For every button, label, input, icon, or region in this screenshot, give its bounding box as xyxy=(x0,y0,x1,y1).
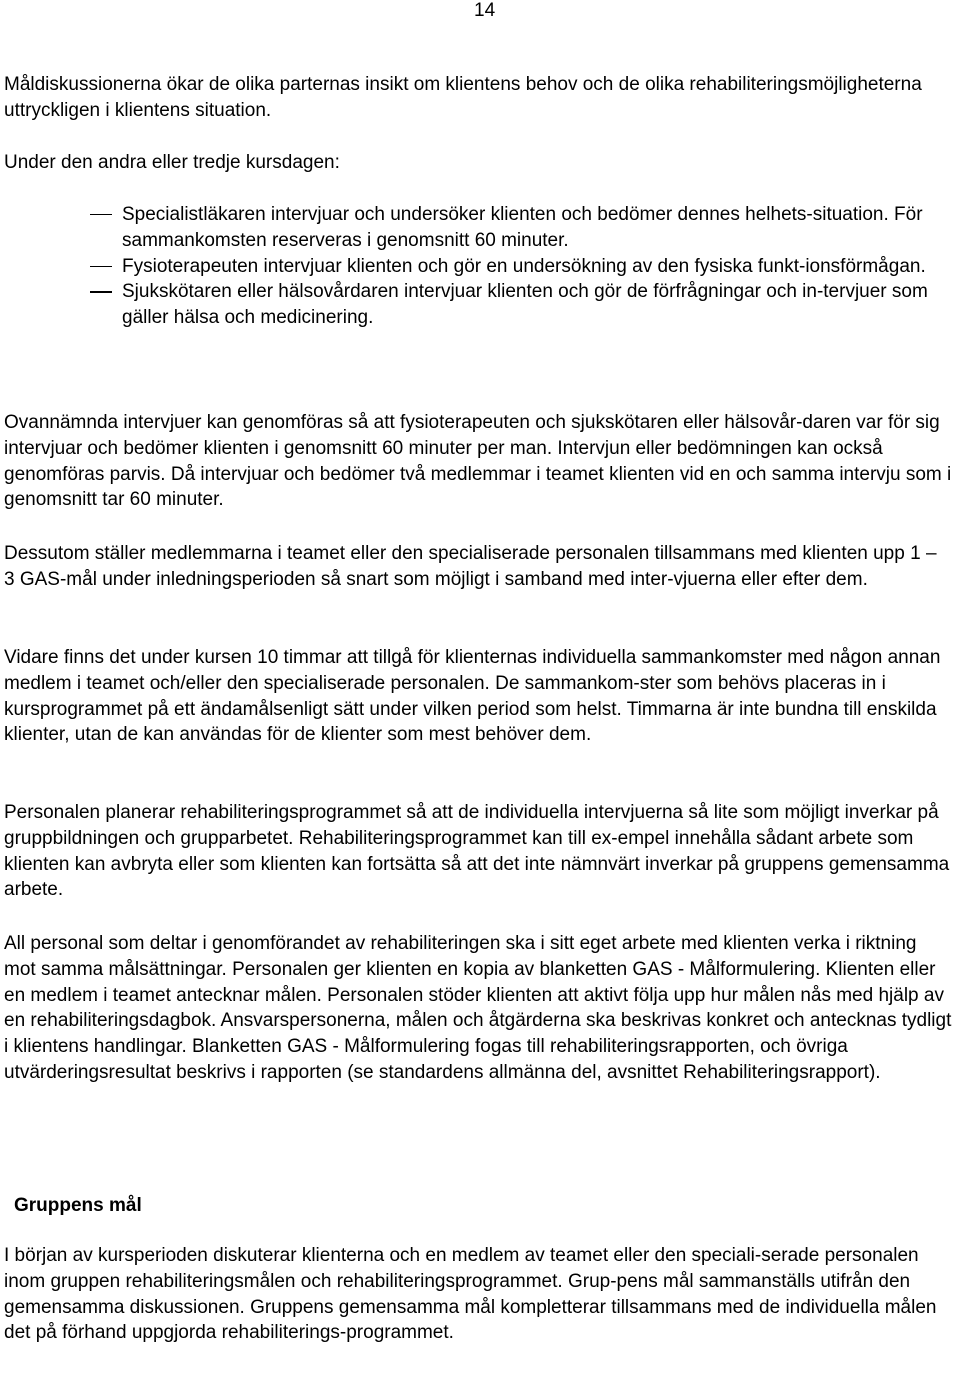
paragraph-group-goals: I början av kursperioden diskuterar klienterna och en medlem av teamet eller den speciali-serade personalen inom gruppen rehabiliteringsmålen och rehabiliteringsprogrammet. Grup-pens mål sammanställs utifrån den gemensamma diskussionen. Gruppens gemensamma mål kompletterar tillsammans med de individuella målen det på förhand uppgjorda rehabiliterings-programmet. xyxy=(4,1245,937,1344)
dash-bullet-icon xyxy=(90,266,112,267)
paragraph-course-days-intro: Under den andra eller tredje kursdagen: xyxy=(4,152,340,173)
paragraph-interviews: Ovannämnda intervjuer kan genomföras så att fysioterapeuten och sjukskötaren eller hälsovår-daren var för sig intervjuar och bedömer klienten i genomsnitt 60 minuter per man. Intervjun eller bedömningen kan också genomföras parvis. Då intervjuar och bedömer två medlemmar i teamet klienten vid en och samma intervju som i genomsnitt tar 60 minuter. xyxy=(4,412,952,511)
paragraph-staff-goals: All personal som deltar i genomförandet av rehabiliteringen ska i sitt eget arbete med klienten verka i riktning mot samma målsättningar. Personalen ger klienten en kopia av blanketten GAS - Målformulering. Klienten eller en medlem i teamet antecknar målen. Personalen stöder klienten att aktivt följa upp hur målen nås med hjälp av en rehabiliteringsdagbok. Ansvarspersonerna, målen och åtgärderna ska beskrivas konkret och antecknas tydligt i klientens handlingar. Blanketten GAS - Målformulering fogas till rehabiliteringsrapporten, och övriga utvärderingsresultat beskrivs i rapporten (se standardens allmänna del, avsnittet Rehabiliteringsrapport). xyxy=(4,933,952,1083)
paragraph-gas-goals: Dessutom ställer medlemmarna i teamet eller den specialiserade personalen tillsammans med klienten upp 1 – 3 GAS-mål under inledningsperioden så snart som möjligt i samband med inter-vjuerna eller efter dem. xyxy=(4,543,937,590)
page-number: 14 xyxy=(474,0,496,21)
paragraph-individual-meetings: Vidare finns det under kursen 10 timmar att tillgå för klienternas individuella sammankomster med någon annan medlem i teamet och/eller den specialiserade personalen. De sammankom-ster som behövs placeras in i kursprogrammet på ett ändamålsenligt sätt under vilken period som helst. Timmarna är inte bundna till enskilda klienter, utan de kan användas för de klienter som mest behöver dem. xyxy=(4,647,941,746)
section-heading-group-goals: Gruppens mål xyxy=(14,1195,142,1216)
dash-bullet-icon xyxy=(90,214,112,215)
interview-list xyxy=(4,202,952,331)
paragraph-goal-discussion: Måldiskussionerna ökar de olika parternas insikt om klientens behov och de olika rehabiliteringsmöjligheterna uttryckligen i klientens situation. xyxy=(4,74,922,121)
list-item: Sjukskötaren eller hälsovårdaren intervjuar klienten och gör de förfrågningar och in-tervjuer som gäller hälsa och medicinering. xyxy=(4,279,952,331)
list-item: Specialistläkaren intervjuar och undersöker klienten och bedömer dennes helhets-situation. För sammankomsten reserveras i genomsnitt 60 minuter. xyxy=(4,202,952,254)
paragraph-program-planning: Personalen planerar rehabiliteringsprogrammet så att de individuella intervjuerna så lite som möjligt inverkar på gruppbildningen och grupparbetet. Rehabiliteringsprogrammet kan till ex-empel innehålla sådant arbete som klienten kan avbryta eller som klienten kan fortsätta så att det inte nämnvärt inverkar på gruppens gemensamma arbete. xyxy=(4,802,950,901)
dash-bullet-icon xyxy=(90,291,112,292)
list-item: Fysioterapeuten intervjuar klienten och gör en undersökning av den fysiska funkt-ionsförmågan. xyxy=(4,254,952,280)
